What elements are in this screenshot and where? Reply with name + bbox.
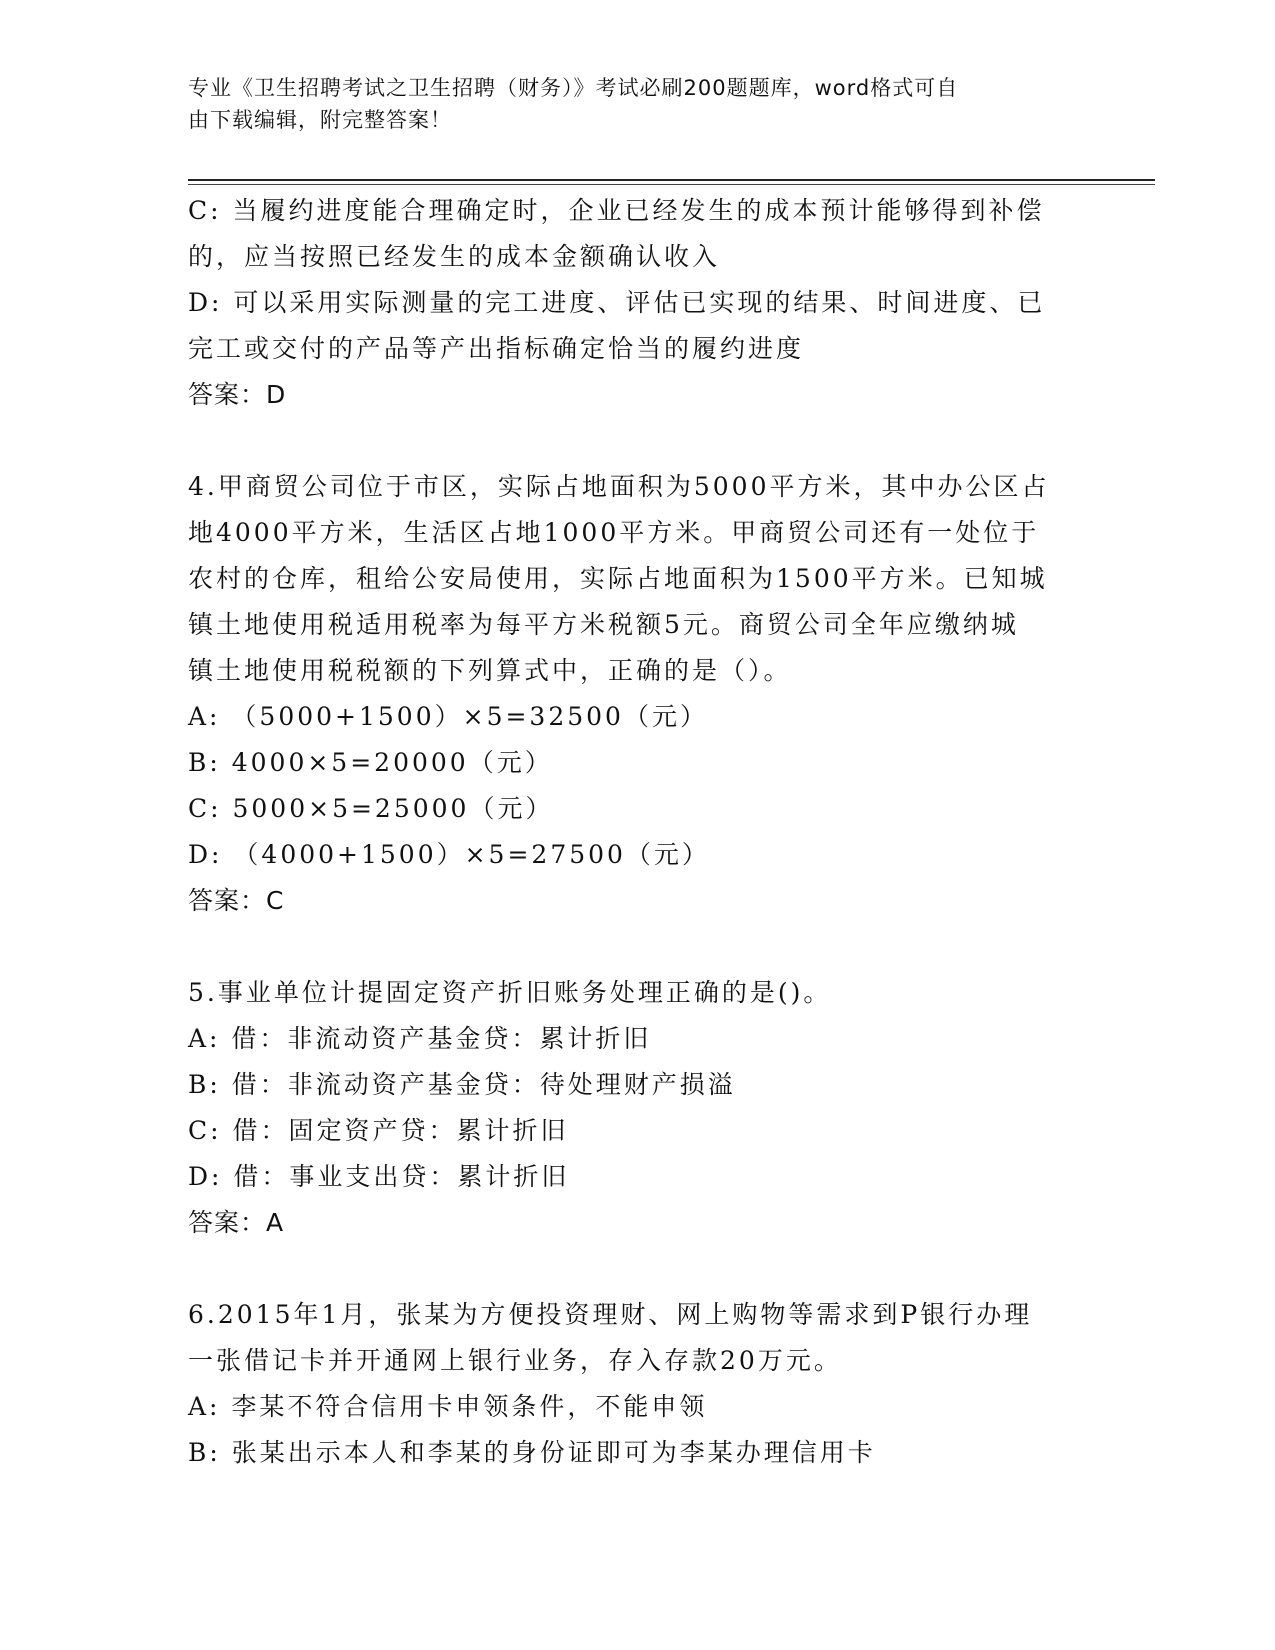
q6-stem-line-1: 6.2015年1月，张某为方便投资理财、网上购物等需求到P银行办理 [188,1300,1033,1329]
document-body [188,188,1078,1476]
q3-option-d-line-2: 完工或交付的产品等产出指标确定恰当的履约进度 [188,334,805,363]
spacer [188,418,1078,464]
header-line-1: 专业《卫生招聘考试之卫生招聘（财务）》考试必刷200题题库，word格式可自 [188,76,959,100]
q4-stem-line-3: 农村的仓库，租给公安局使用，实际占地面积为1500平方米。已知城 [188,564,1048,593]
header-divider-thin [188,184,1155,185]
q4-option-c: C: 5000×5=25000（元） [188,794,554,823]
q6-stem-line-2: 一张借记卡并开通网上银行业务，存入存款20万元。 [188,1346,842,1375]
q3-option-c-line-1: C: 当履约进度能合理确定时，企业已经发生的成本预计能够得到补偿 [188,196,1045,225]
question-4 [188,464,1078,924]
q4-stem-line-5: 镇土地使用税税额的下列算式中，正确的是（）。 [188,656,792,685]
q4-option-a: A: （5000+1500）×5=32500（元） [188,702,708,731]
q4-stem-line-1: 4.甲商贸公司位于市区，实际占地面积为5000平方米，其中办公区占 [188,472,1050,501]
q3-option-c-line-2: 的，应当按照已经发生的成本金额确认收入 [188,242,721,271]
question-3-tail [188,188,1078,418]
q5-option-b: B: 借：非流动资产基金贷：待处理财产损溢 [188,1070,736,1099]
q4-option-b: B: 4000×5=20000（元） [188,748,553,777]
header-divider-thick [188,179,1155,181]
page-header [188,72,1078,136]
header-line-2: 由下载编辑，附完整答案！ [188,108,452,132]
q5-option-a: A: 借：非流动资产基金贷：累计折旧 [188,1024,652,1053]
q5-stem: 5.事业单位计提固定资产折旧账务处理正确的是()。 [188,978,832,1007]
question-5 [188,970,1078,1246]
q5-option-d: D: 借：事业支出贷：累计折旧 [188,1162,570,1191]
q4-option-d: D: （4000+1500）×5=27500（元） [188,840,710,869]
q3-answer: 答案：D [188,380,287,409]
q5-answer: 答案：A [188,1208,285,1237]
spacer [188,1246,1078,1292]
q4-stem-line-2: 地4000平方米，生活区占地1000平方米。甲商贸公司还有一处位于 [188,518,1040,547]
q6-option-a: A: 李某不符合信用卡申领条件，不能申领 [188,1392,708,1421]
spacer [188,924,1078,970]
q3-option-d-line-1: D: 可以采用实际测量的完工进度、评估已实现的结果、时间进度、已 [188,288,1046,317]
q5-option-c: C: 借：固定资产贷：累计折旧 [188,1116,569,1145]
q6-option-b: B: 张某出示本人和李某的身份证即可为李某办理信用卡 [188,1438,876,1467]
question-6 [188,1292,1078,1476]
q4-stem-line-4: 镇土地使用税适用税率为每平方米税额5元。商贸公司全年应缴纳城 [188,610,1019,639]
q4-answer: 答案：C [188,886,285,915]
